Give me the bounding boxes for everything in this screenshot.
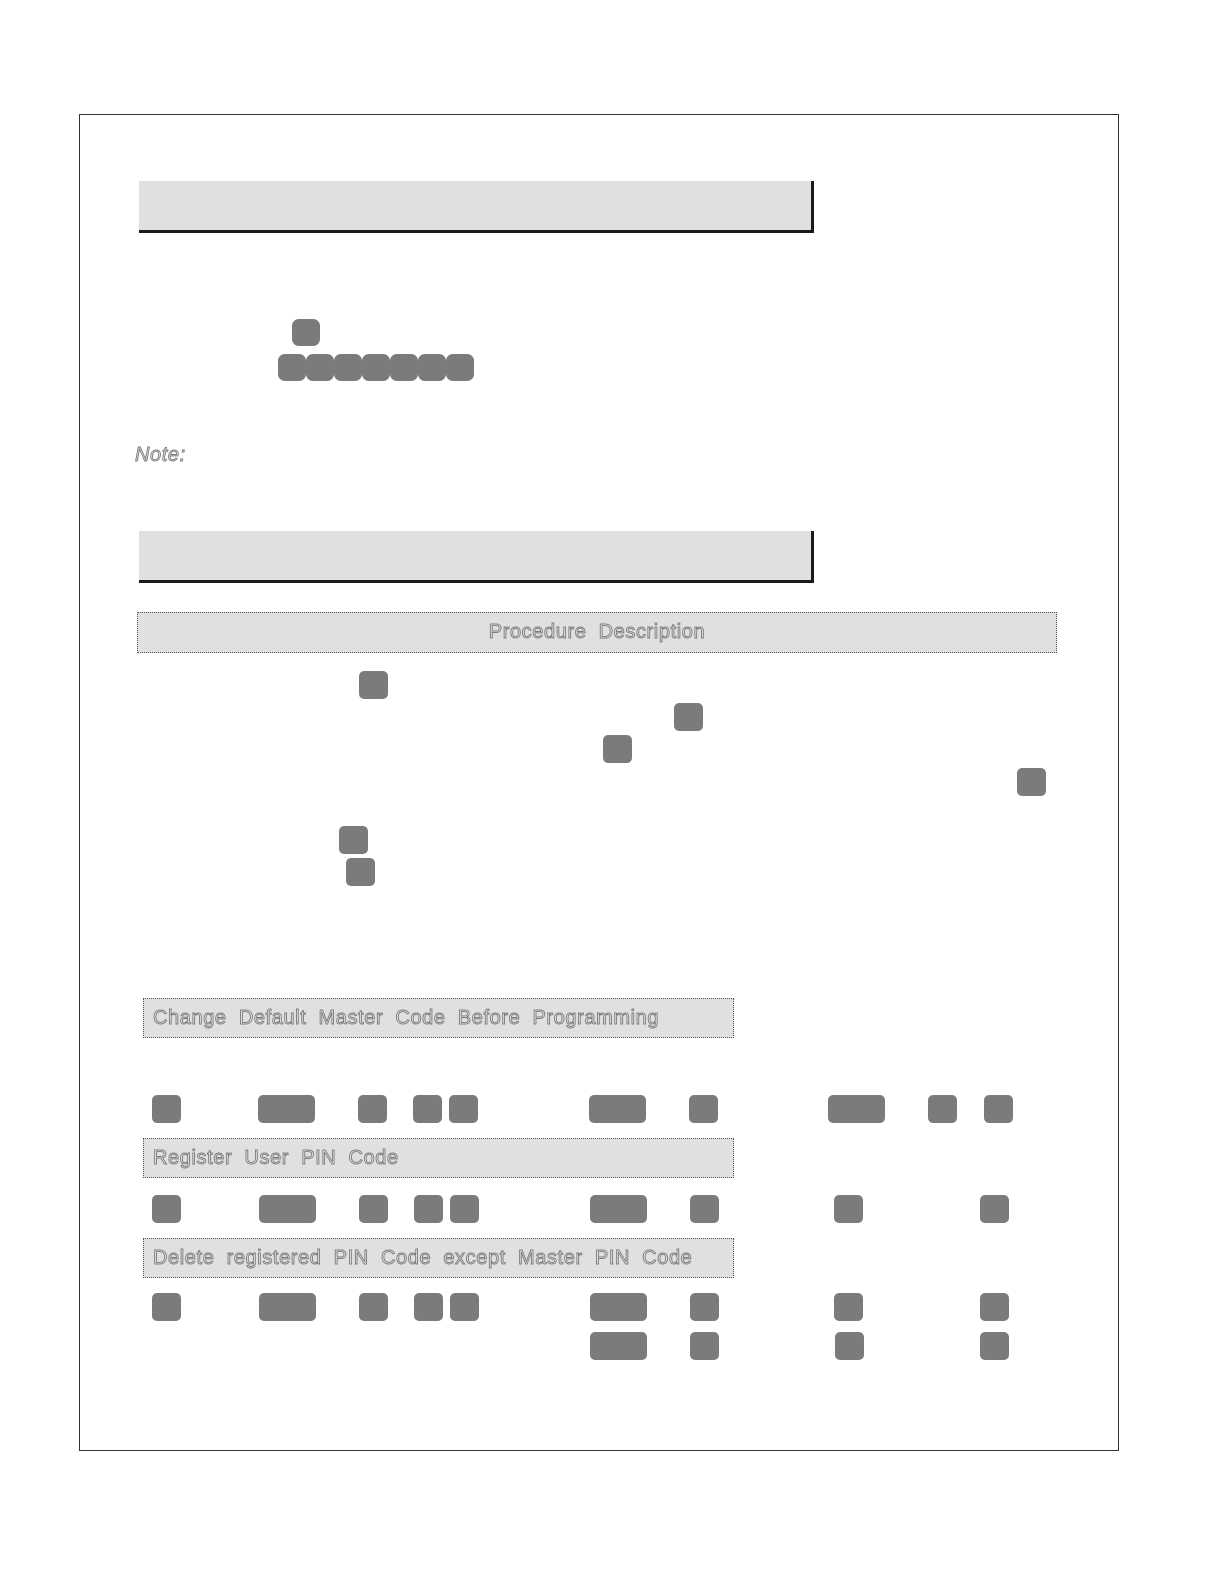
key-button bbox=[590, 1332, 647, 1360]
key-button bbox=[674, 703, 703, 731]
key-button bbox=[834, 1195, 863, 1223]
key-button bbox=[413, 1095, 442, 1123]
key-button bbox=[362, 354, 390, 381]
key-button bbox=[418, 354, 446, 381]
key-button bbox=[590, 1293, 647, 1321]
key-button bbox=[414, 1195, 443, 1223]
key-button bbox=[278, 354, 306, 381]
key-button bbox=[152, 1095, 181, 1123]
key-button bbox=[835, 1332, 864, 1360]
key-button bbox=[414, 1293, 443, 1321]
section-label-delete-pin: Delete registered PIN Code except Master PIN Code bbox=[143, 1238, 734, 1278]
key-button bbox=[689, 1095, 718, 1123]
key-button bbox=[690, 1332, 719, 1360]
key-button bbox=[334, 354, 362, 381]
section-label-register-user: Register User PIN Code bbox=[143, 1138, 734, 1178]
key-button bbox=[450, 1195, 479, 1223]
key-button bbox=[828, 1095, 885, 1123]
key-button bbox=[980, 1195, 1009, 1223]
key-button bbox=[306, 354, 334, 381]
section-heading-bar-1 bbox=[139, 181, 814, 233]
key-button bbox=[690, 1195, 719, 1223]
key-button bbox=[450, 1293, 479, 1321]
key-button bbox=[589, 1095, 646, 1123]
key-button bbox=[259, 1195, 316, 1223]
procedure-header: Procedure Description bbox=[137, 612, 1057, 653]
key-button bbox=[292, 319, 320, 346]
key-button bbox=[258, 1095, 315, 1123]
key-button bbox=[346, 858, 375, 886]
key-button bbox=[446, 354, 474, 381]
section-heading-bar-2 bbox=[139, 531, 814, 583]
key-button bbox=[984, 1095, 1013, 1123]
key-button bbox=[152, 1293, 181, 1321]
key-button bbox=[390, 354, 418, 381]
key-button bbox=[259, 1293, 316, 1321]
key-button bbox=[603, 735, 632, 763]
key-button bbox=[928, 1095, 957, 1123]
section-label-change-master: Change Default Master Code Before Programming bbox=[143, 998, 734, 1038]
key-button bbox=[339, 826, 368, 854]
key-button bbox=[980, 1332, 1009, 1360]
key-button bbox=[358, 1095, 387, 1123]
key-button bbox=[359, 671, 388, 699]
key-button bbox=[152, 1195, 181, 1223]
key-button bbox=[690, 1293, 719, 1321]
key-button bbox=[590, 1195, 647, 1223]
key-button bbox=[834, 1293, 863, 1321]
key-button bbox=[359, 1195, 388, 1223]
note-label: Note: bbox=[135, 444, 186, 466]
key-button bbox=[449, 1095, 478, 1123]
key-button bbox=[1017, 768, 1046, 796]
key-button bbox=[980, 1293, 1009, 1321]
key-button bbox=[359, 1293, 388, 1321]
